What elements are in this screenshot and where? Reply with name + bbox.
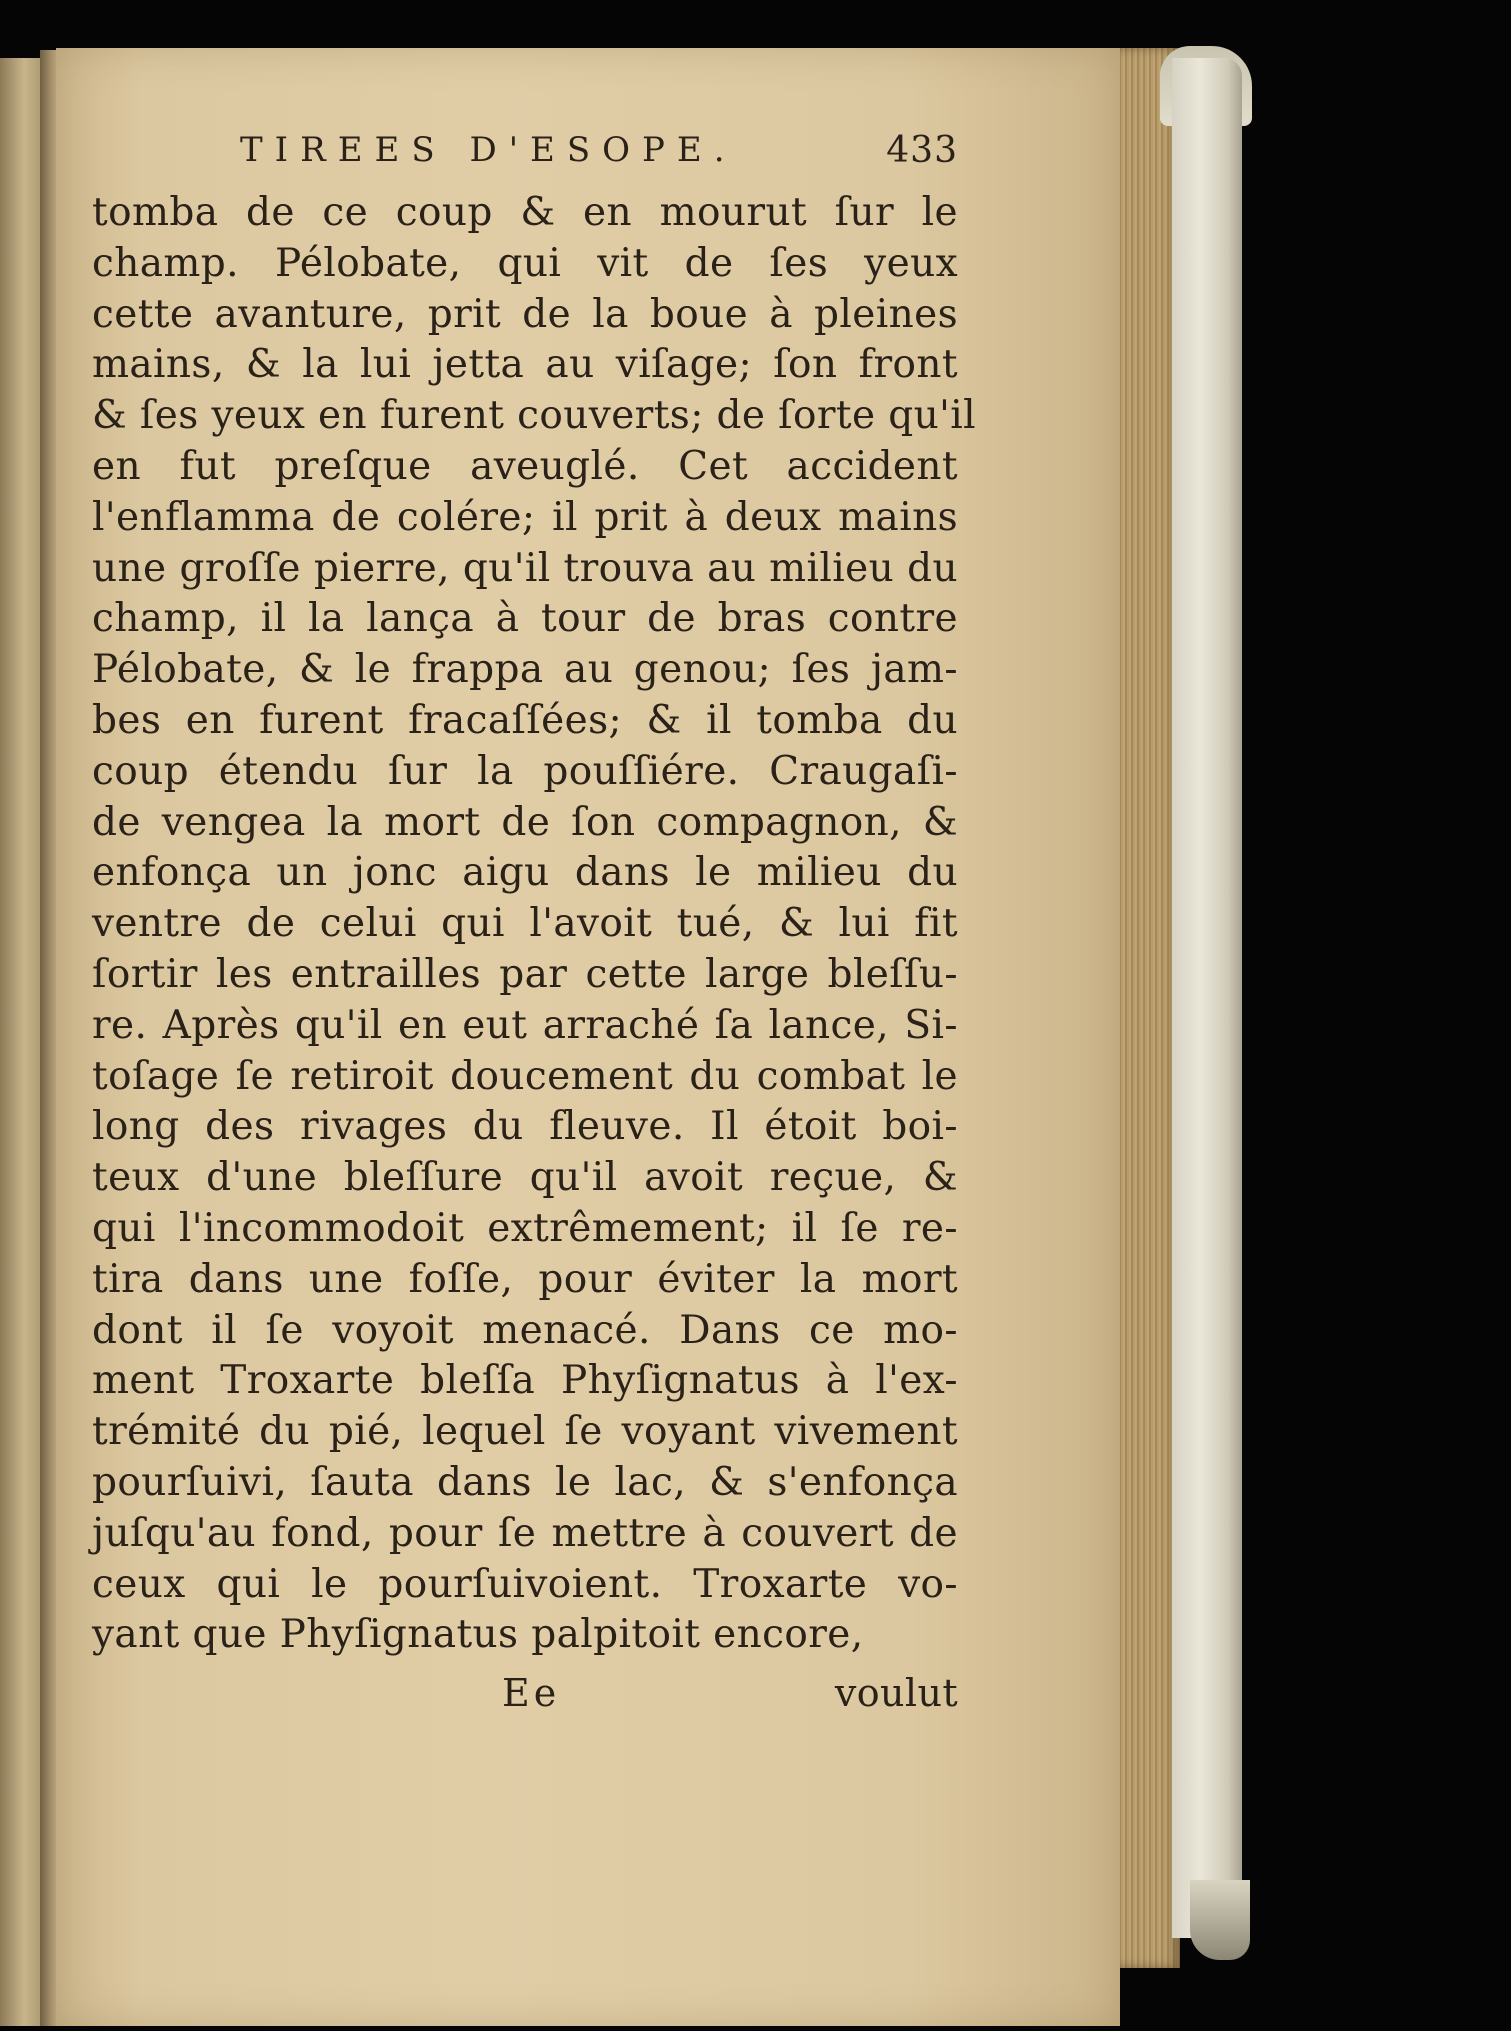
facing-page-edge xyxy=(0,58,44,2026)
catchline xyxy=(92,1665,958,1717)
page-text-block xyxy=(92,122,977,1717)
text-line: pourſuivi, ſauta dans le lac, & s'enfonça xyxy=(92,1459,958,1505)
body-text xyxy=(92,188,977,1661)
text-line: trémité du pié, lequel ſe voyant vivement xyxy=(92,1409,958,1455)
text-line: l'enflamma de colére; il prit à deux mains xyxy=(92,494,958,540)
text-line: teux d'une bleſſure qu'il avoit reçue, & xyxy=(92,1155,958,1201)
text-line: qui l'incommodoit extrêmement; il ſe re- xyxy=(92,1205,958,1251)
text-line: & ſes yeux en furent couverts; de ſorte qu'il xyxy=(92,393,977,439)
catchword: voulut xyxy=(834,1671,958,1716)
cover-bottom-corner xyxy=(1190,1880,1250,1960)
text-line: cette avanture, prit de la boue à pleines xyxy=(92,291,958,337)
text-line: re. Après qu'il en eut arraché ſa lance, Si- xyxy=(92,1002,958,1048)
text-line: enfonça un jonc aigu dans le milieu du xyxy=(92,850,958,896)
text-line: ment Troxarte bleſſa Phyſignatus à l'ex- xyxy=(92,1358,958,1404)
text-line: mains, & la lui jetta au viſage; ſon front xyxy=(92,342,958,388)
vellum-cover xyxy=(1172,58,1242,1938)
running-head-title: TIREES D'ESOPE. xyxy=(240,130,737,170)
text-line: bes en furent fracaſſées; & il tomba du xyxy=(92,697,958,743)
text-line: ceux qui le pourſuivoient. Troxarte vo- xyxy=(92,1561,958,1607)
text-line: toſage ſe retiroit doucement du combat le xyxy=(92,1053,958,1099)
text-line: yant que Phyſignatus palpitoit encore, xyxy=(92,1612,864,1658)
text-line: en fut preſque aveuglé. Cet accident xyxy=(92,443,958,489)
text-line: juſqu'au fond, pour ſe mettre à couvert de xyxy=(92,1510,958,1556)
text-line: long des rivages du fleuve. Il étoit boi- xyxy=(92,1104,958,1150)
text-line: de vengea la mort de ſon compagnon, & xyxy=(92,799,958,845)
page-number: 433 xyxy=(886,130,958,171)
signature-mark: Ee xyxy=(502,1671,561,1716)
text-line: ventre de celui qui l'avoit tué, & lui fit xyxy=(92,901,958,947)
text-line: ſortir les entrailles par cette large bleſſu- xyxy=(92,951,958,997)
text-line: Pélobate, & le frappa au genou; ſes jam- xyxy=(92,647,958,693)
text-line: tomba de ce coup & en mourut ſur le xyxy=(92,190,958,235)
text-line: tira dans une foſſe, pour éviter la mort xyxy=(92,1256,958,1302)
text-line: champ, il la lança à tour de bras contre xyxy=(92,596,958,642)
text-line: dont il ſe voyoit menacé. Dans ce mo- xyxy=(92,1307,958,1353)
running-head xyxy=(92,122,958,182)
text-line: coup étendu ſur la pouſſiére. Craugaſi- xyxy=(92,748,958,794)
text-line: champ. Pélobate, qui vit de ſes yeux xyxy=(92,240,958,286)
text-line: une groſſe pierre, qu'il trouva au milieu du xyxy=(92,545,958,591)
